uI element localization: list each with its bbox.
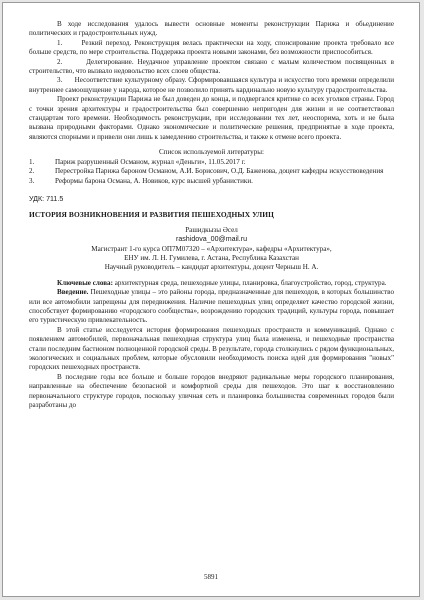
body-paragraph-2: В этой статье исследуется история формирования пешеходных пространств и коммуникаций. Однако с появлением автомобилей, первоначальная пешеходная структура улиц была изменена, и пешеходные пространства стали последним бастионом полноценной городской среды. В результате, города столкнулись с рядом функциональных, экологических и социальных проблем, которые обусловили необходимость поиска идей для формирования "новых" городских пешеходных пространств. [29,325,394,372]
list-item-text: Резкий переход. Реконструкция велась практически на ходу, спонсирование проекта требовало все больше средств, по мере строительства. Поддержка проекта новыми законами, без возможности приспособиться. [29,38,395,57]
list-item-number: 1. [57,38,63,47]
page-content [29,20,394,410]
reference-item-2 [29,167,394,176]
keywords-paragraph [29,279,394,288]
keywords-text: архитектурная среда, пешеходные улицы, планировка, благоустройство, город, структура. [114,278,387,287]
introduction-label: Введение. [57,288,89,297]
keywords-label: Ключевые слова: [57,278,113,287]
document-page [2,2,420,597]
reference-number: 2. [29,167,35,176]
reference-text: Перестройка Парижа бароном Османом, А.И. Борисович, О.Д. Баженова, доцент кафедры искусствоведения [55,167,384,176]
udk-code: УДК: 711.5 [29,194,64,203]
list-item-1 [29,39,394,58]
article-title: ИСТОРИЯ ВОЗНИКНОВЕНИЯ И РАЗВИТИЯ ПЕШЕХОДНЫХ УЛИЦ [29,210,274,220]
references-title: Список используемой литературы: [158,148,264,157]
introduction-text: Пешеходные улицы – это районы города, предназначенные для пешеходов, в которых большинство или все автомобили запрещены для передвижения. Наличие пешеходных улиц определяет качество городской жизни, способствует формированию «городского сообщества», возрождению городских традиций, культуры города, повышает его туристическую привлекательность. [29,288,394,325]
reference-text: Реформы барона Османа, А. Новиков, курс высшей урбанистики. [55,176,253,185]
introduction-paragraph [29,288,394,326]
scientific-supervisor: Научный руководитель – кандидат архитектуры, доцент Черныш Н. А. [104,263,319,272]
page-number: 5891 [204,573,218,581]
reference-text: Париж разрушенный Османом, журнал «Деньги», 11.05.2017 г. [55,157,246,166]
list-item-3 [29,76,394,95]
author-affiliation-1: Магистрант 1-го курса ОП7М07320 – «Архитектура», кафедры «Архитектура», [91,244,332,253]
list-item-text: Несоответствие культурному образу. Сформировавшаяся культура и искусство того времени определили внутреннее самоощущение у народа, которое не позволило принять кардинально новую культуру градостроительства. [29,76,394,94]
article-author: Рашидкызы Әсел [185,225,238,234]
list-item-text: Делегирование. Неудачное управление проектом связано с малым количеством посвященных в строительство, что вызвало недовольство всех слоев общества. [29,57,394,76]
reference-item-3 [29,177,394,186]
reference-item-1 [29,158,394,167]
conclusion-paragraph: Проект реконструкции Парижа не был доведен до конца, и подвергался критике со всех уголков страны. Город с точки зрения архитектуры и градостроительства был совершенно непригоден для жизни и не соответствовал стандартам того времени. Необходимость реконструкции, при исследовании тех лет, неоспорима, хоть и не была вызвана природными факторами. Однако экономические и политические решения, предпринятые в ходе проекта, являются спорными и привели они лишь к замедлению строительства, и также к отмене всего проекта. [29,95,394,141]
list-item-2 [29,58,394,77]
reference-number: 1. [29,157,35,166]
intro-paragraph: В ходе исследования удалось вывести основные моменты реконструкции Парижа и обьединение политических и градостроительных нужд. [29,20,394,38]
reference-number: 3. [29,176,35,185]
author-affiliation-2: ЕНУ им. Л. Н. Гумилева, г. Астана, Республика Казахстан [124,253,299,262]
list-item-number: 3. [57,76,63,85]
author-email: rashidova_00@mail.ru [175,235,248,244]
list-item-number: 2. [57,57,63,66]
body-paragraph-3: В последние годы все больше и больше городов внедряют радикальные меры городского планирования, направленные на обеспечение безопасной и комфортной среды для пешеходов. Это шаг к восстановлению первоначального структуре городов, поскольку уличная сеть и планировка большинства современных городов были разработаны до [29,372,394,410]
